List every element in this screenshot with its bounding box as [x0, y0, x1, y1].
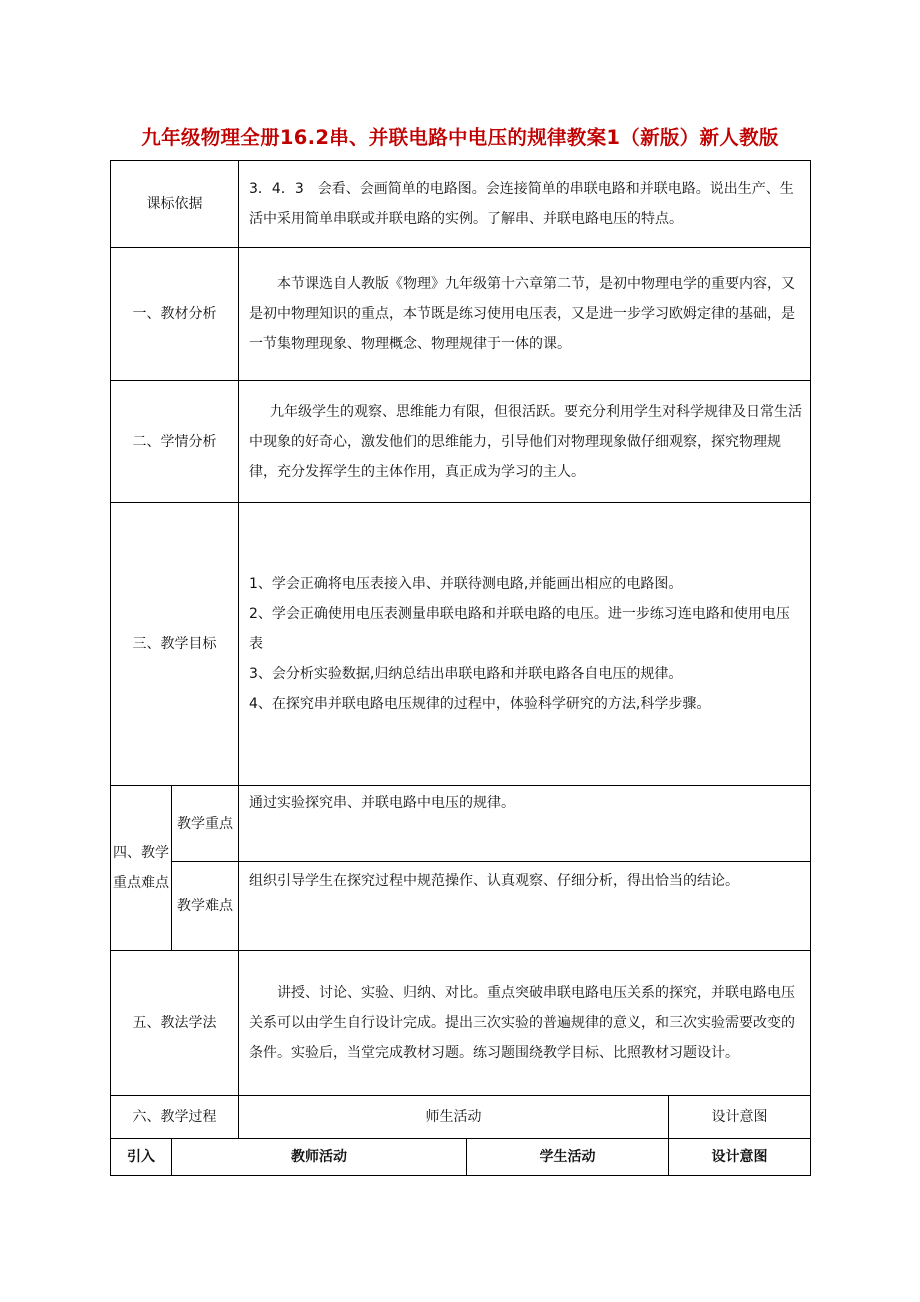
label-key: 四、教学重点难点	[111, 786, 172, 951]
intro-student-header: 学生活动	[467, 1139, 669, 1176]
label-students: 二、学情分析	[111, 381, 239, 503]
focus-text: 通过实验探究串、并联电路中电压的规律。	[249, 795, 515, 811]
goal-item: 2、学会正确使用电压表测量串联电路和并联电路的电压。进一步练习连电路和使用电压表	[249, 606, 790, 652]
content-methods	[239, 951, 811, 1096]
row-basis	[111, 161, 811, 248]
content-material	[239, 248, 811, 381]
row-material	[111, 248, 811, 381]
label-process: 六、教学过程	[111, 1096, 239, 1139]
content-focus	[239, 786, 811, 862]
basis-text: 3．4．3 会看、会画简单的电路图。会连接简单的串联电路和并联电路。说出生产、生活中采用简单串联或并联电路的实例。了解串、并联电路电压的特点。	[249, 181, 794, 227]
row-goals	[111, 503, 811, 786]
content-basis	[239, 161, 811, 248]
methods-text: 讲授、讨论、实验、归纳、对比。重点突破串联电路电压关系的探究，并联电路电压关系可以由学生自行设计完成。提出三次实验的普遍规律的意义，和三次实验需要改变的条件。实验后，当堂完成教材习题。练习题围绕教学目标、比照教材习题设计。	[249, 985, 795, 1061]
intro-teacher-header: 教师活动	[172, 1139, 467, 1176]
row-process	[111, 1096, 811, 1139]
intro-intent-header: 设计意图	[669, 1139, 811, 1176]
row-key-difficulty	[111, 862, 811, 951]
lesson-plan-table	[110, 160, 811, 1176]
label-material: 一、教材分析	[111, 248, 239, 381]
process-activity-header: 师生活动	[239, 1096, 669, 1139]
label-methods: 五、教法学法	[111, 951, 239, 1096]
row-students	[111, 381, 811, 503]
goal-item: 4、在探究串并联电路电压规律的过程中，体验科学研究的方法,科学步骤。	[249, 696, 711, 712]
label-basis: 课标依据	[111, 161, 239, 248]
row-key-focus	[111, 786, 811, 862]
goal-item: 1、学会正确将电压表接入串、并联待测电路,并能画出相应的电路图。	[249, 576, 683, 592]
process-intent-header: 设计意图	[669, 1096, 811, 1139]
material-text: 本节课选自人教版《物理》九年级第十六章第二节，是初中物理电学的重要内容，又是初中物理知识的重点，本节既是练习使用电压表，又是进一步学习欧姆定律的基础，是一节集物理现象、物理概念、物理规律于一体的课。	[249, 276, 795, 352]
difficulty-text: 组织引导学生在探究过程中规范操作、认真观察、仔细分析，得出恰当的结论。	[249, 873, 739, 889]
label-focus: 教学重点	[172, 786, 239, 862]
label-goals: 三、教学目标	[111, 503, 239, 786]
label-intro: 引入	[111, 1139, 172, 1176]
content-students	[239, 381, 811, 503]
row-methods	[111, 951, 811, 1096]
goal-item: 3、会分析实验数据,归纳总结出串联电路和并联电路各自电压的规律。	[249, 666, 683, 682]
students-text: 九年级学生的观察、思维能力有限，但很活跃。要充分利用学生对科学规律及日常生活中现象的好奇心，激发他们的思维能力，引导他们对物理现象做仔细观察，探究物理规律，充分发挥学生的主体作用，真正成为学习的主人。	[249, 403, 802, 480]
label-difficulty: 教学难点	[172, 862, 239, 951]
content-difficulty	[239, 862, 811, 951]
document-title: 九年级物理全册16.2串、并联电路中电压的规律教案1（新版）新人教版	[141, 126, 779, 149]
row-intro	[111, 1139, 811, 1176]
content-goals	[239, 503, 811, 786]
